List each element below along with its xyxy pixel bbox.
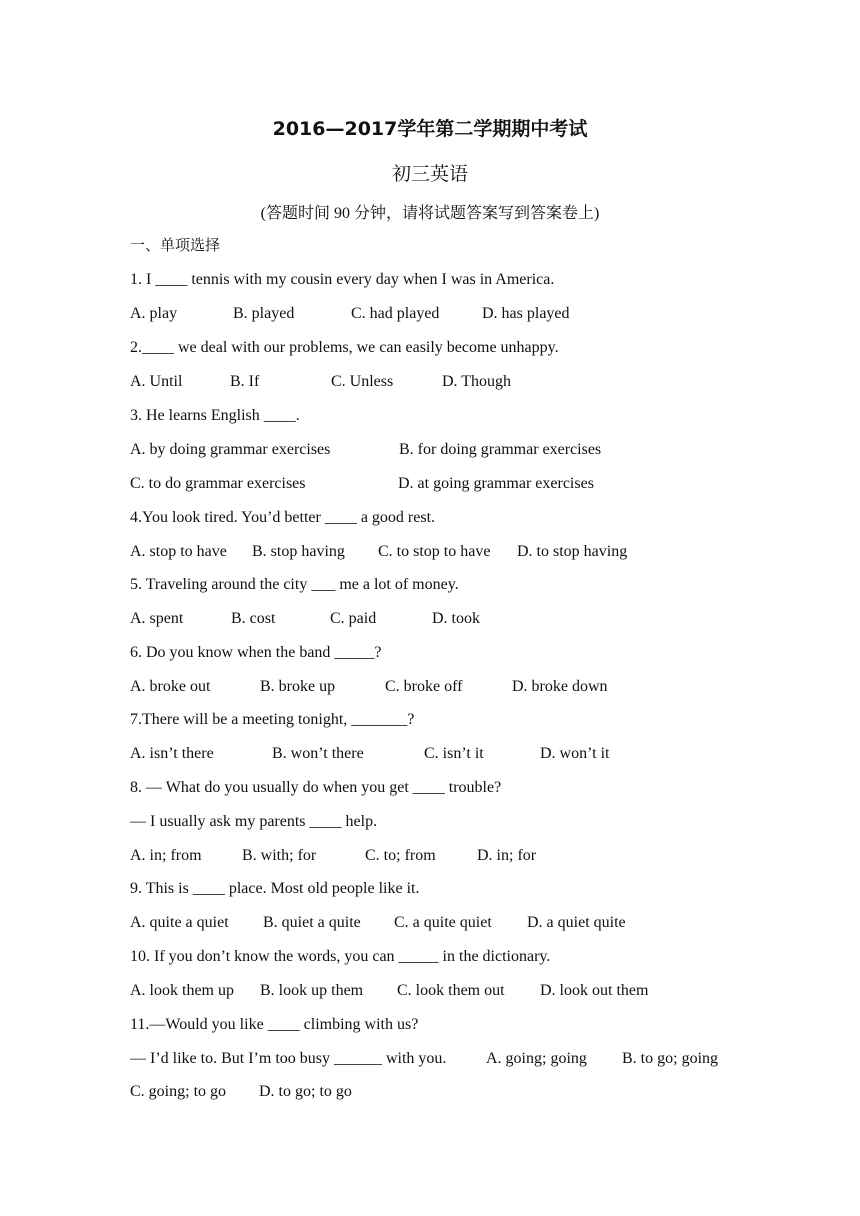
option-b: B. to go; going [622,1050,719,1067]
option-d: D. at going grammar exercises [398,475,594,492]
option-d: D. in; for [477,847,537,864]
option-d: D. Though [442,373,512,390]
option-c: C. broke off [385,678,463,695]
question-3-stem: 3. He learns English ____. [130,407,300,424]
option-d: D. to stop having [517,543,628,560]
question-11-stem: 11.—Would you like ____ climbing with us? [130,1016,419,1033]
question-8-reply: — I usually ask my parents ____ help. [130,813,378,830]
option-a: A. isn’t there [130,745,214,762]
question-11-reply: — I’d like to. But I’m too busy ______ with you. [130,1050,447,1067]
option-c: C. look them out [397,982,505,999]
option-b: B. won’t there [272,745,364,762]
option-d: D. look out them [540,982,649,999]
question-9-stem: 9. This is ____ place. Most old people like it. [130,880,420,897]
option-d: D. to go; to go [259,1083,352,1100]
option-a: A. quite a quiet [130,914,229,931]
option-b: B. quiet a quite [263,914,361,931]
question-8-stem: 8. — What do you usually do when you get ____ trouble? [130,779,502,796]
option-b: B. for doing grammar exercises [399,441,602,458]
option-a: A. spent [130,610,184,627]
option-a: A. going; going [486,1050,587,1067]
option-a: A. broke out [130,678,211,695]
option-b: B. broke up [260,678,336,695]
option-d: D. has played [482,305,570,322]
option-d: D. took [432,610,480,627]
option-a: A. Until [130,373,183,390]
exam-title: 2016—2017学年第二学期期中考试 [272,118,588,140]
section-heading: 一、单项选择 [130,236,221,254]
question-10-stem: 10. If you don’t know the words, you can _____ in the dictionary. [130,948,551,965]
question-5-stem: 5. Traveling around the city ___ me a lot of money. [130,576,459,593]
option-d: D. a quiet quite [527,914,626,931]
option-b: B. with; for [242,847,317,864]
question-7-stem: 7.There will be a meeting tonight, _______? [130,711,415,728]
option-a: A. play [130,305,178,322]
option-c: C. had played [351,305,440,322]
option-c: C. to; from [365,847,436,864]
option-c: C. going; to go [130,1083,227,1100]
option-a: A. in; from [130,847,202,864]
option-b: B. look up them [260,982,364,999]
option-d: D. broke down [512,678,608,695]
option-a: A. by doing grammar exercises [130,441,331,458]
option-d: D. won’t it [540,745,610,762]
option-c: C. to stop to have [378,543,491,560]
option-c: C. isn’t it [424,745,484,762]
option-c: C. paid [330,610,377,627]
option-c: C. Unless [331,373,394,390]
option-c: C. to do grammar exercises [130,475,306,492]
question-1-stem: 1. I ____ tennis with my cousin every day when I was in America. [130,271,555,288]
question-4-stem: 4.You look tired. You’d better ____ a good rest. [130,509,436,526]
option-a: A. stop to have [130,543,227,560]
option-a: A. look them up [130,982,234,999]
option-b: B. cost [231,610,276,627]
question-2-stem: 2.____ we deal with our problems, we can easily become unhappy. [130,339,559,356]
option-b: B. stop having [252,543,345,560]
exam-instructions: (答题时间 90 分钟，请将试题答案写到答案卷上) [260,205,600,222]
option-b: B. If [230,373,260,390]
option-b: B. played [233,305,295,322]
question-6-stem: 6. Do you know when the band _____? [130,644,382,661]
option-c: C. a quite quiet [394,914,492,931]
exam-subject: 初三英语 [391,163,468,185]
